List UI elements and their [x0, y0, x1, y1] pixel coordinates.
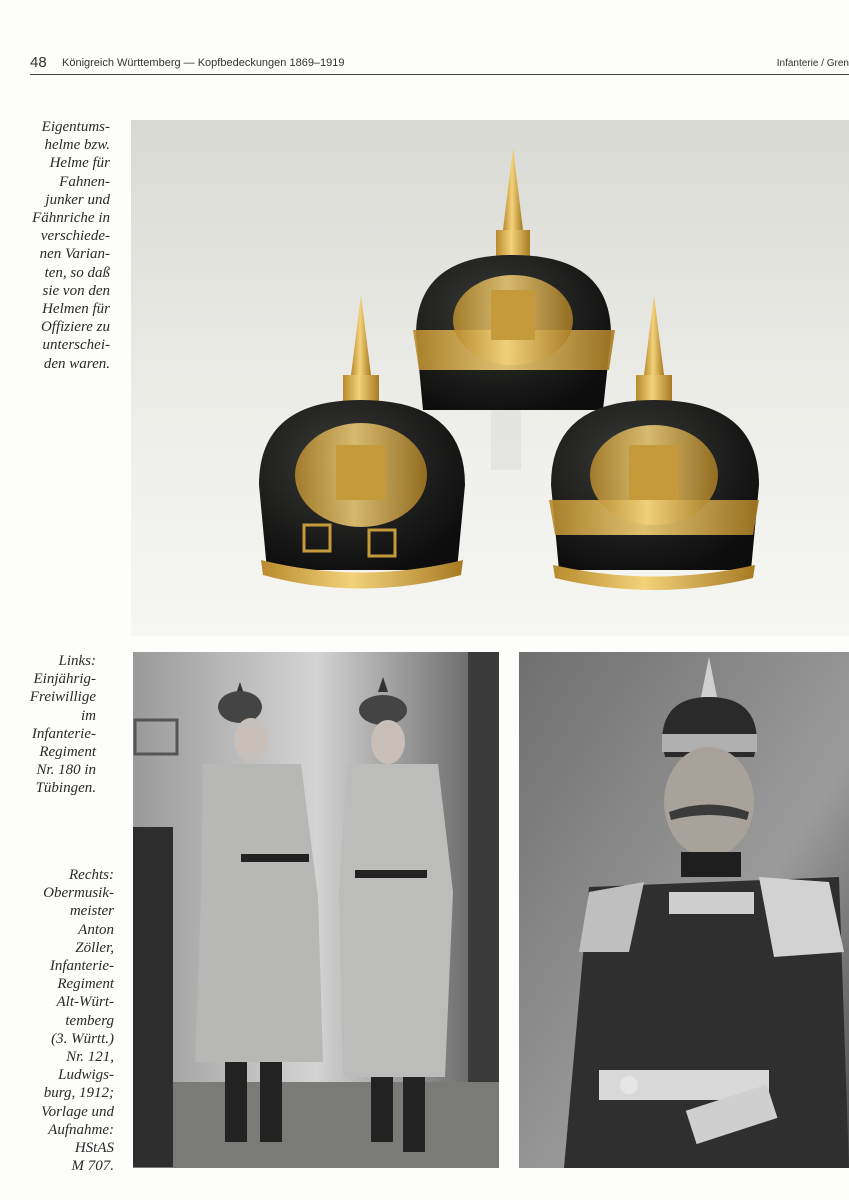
caption-line: Links: — [58, 653, 96, 669]
caption-line: Helmen für — [42, 301, 110, 318]
caption-line: Eigentums- — [41, 119, 110, 135]
caption-line: Rechts: — [69, 867, 114, 883]
caption-line: M 707. — [71, 1158, 114, 1175]
page-header — [30, 52, 849, 75]
caption-line: Fähnriche in — [32, 210, 110, 227]
running-title: Königreich Württemberg — Kopfbedeckungen 1869–1919 — [62, 57, 345, 69]
helmets-photo — [131, 120, 849, 636]
caption-line: Fahnen- — [59, 173, 110, 190]
caption-line: helme bzw. — [44, 137, 110, 154]
caption-line: Helme für — [49, 155, 110, 172]
caption-line: Anton — [78, 921, 114, 938]
caption-line: Vorlage und — [41, 1103, 114, 1120]
caption-line: HStAS — [74, 1140, 114, 1157]
caption-line: burg, 1912; — [43, 1085, 114, 1102]
caption-line: Einjährig- — [33, 671, 96, 688]
caption-line: im — [81, 707, 96, 724]
caption-line: Regiment — [57, 976, 114, 993]
section-label: Infanterie / Gren — [776, 58, 849, 69]
caption-line: (3. Württ.) — [51, 1030, 114, 1047]
caption-line: Regiment — [39, 744, 96, 761]
caption-line: unterschei- — [42, 337, 110, 354]
caption-line: ten, so daß — [44, 264, 110, 281]
caption-line: Alt-Würt- — [56, 994, 114, 1011]
caption-right-photo — [28, 866, 114, 1175]
caption-line: Nr. 180 in — [36, 762, 96, 779]
caption-line: junker und — [45, 191, 110, 208]
bandmaster-photo — [519, 652, 849, 1168]
caption-line: Offiziere zu — [40, 319, 110, 336]
caption-line: Zöller, — [75, 939, 114, 956]
caption-line: Freiwillige — [29, 689, 96, 706]
caption-line: den waren. — [43, 355, 110, 372]
caption-line: verschiede- — [40, 228, 110, 245]
caption-line: Infanterie- — [31, 725, 96, 742]
caption-line: meister — [69, 903, 114, 920]
caption-line: Infanterie- — [49, 958, 114, 975]
caption-left-photo — [28, 652, 96, 798]
caption-line: nen Varian- — [39, 246, 110, 263]
caption-line: temberg — [65, 1012, 114, 1029]
page-number: 48 — [30, 54, 47, 71]
caption-line: Nr. 121, — [66, 1049, 114, 1066]
soldiers-photo — [133, 652, 499, 1168]
caption-line: Obermusik- — [43, 885, 114, 902]
caption-helmets — [28, 118, 110, 373]
caption-line: Ludwigs- — [58, 1067, 114, 1084]
caption-line: sie von den — [42, 282, 110, 299]
caption-line: Tübingen. — [35, 780, 96, 797]
caption-line: Aufnahme: — [48, 1121, 114, 1138]
